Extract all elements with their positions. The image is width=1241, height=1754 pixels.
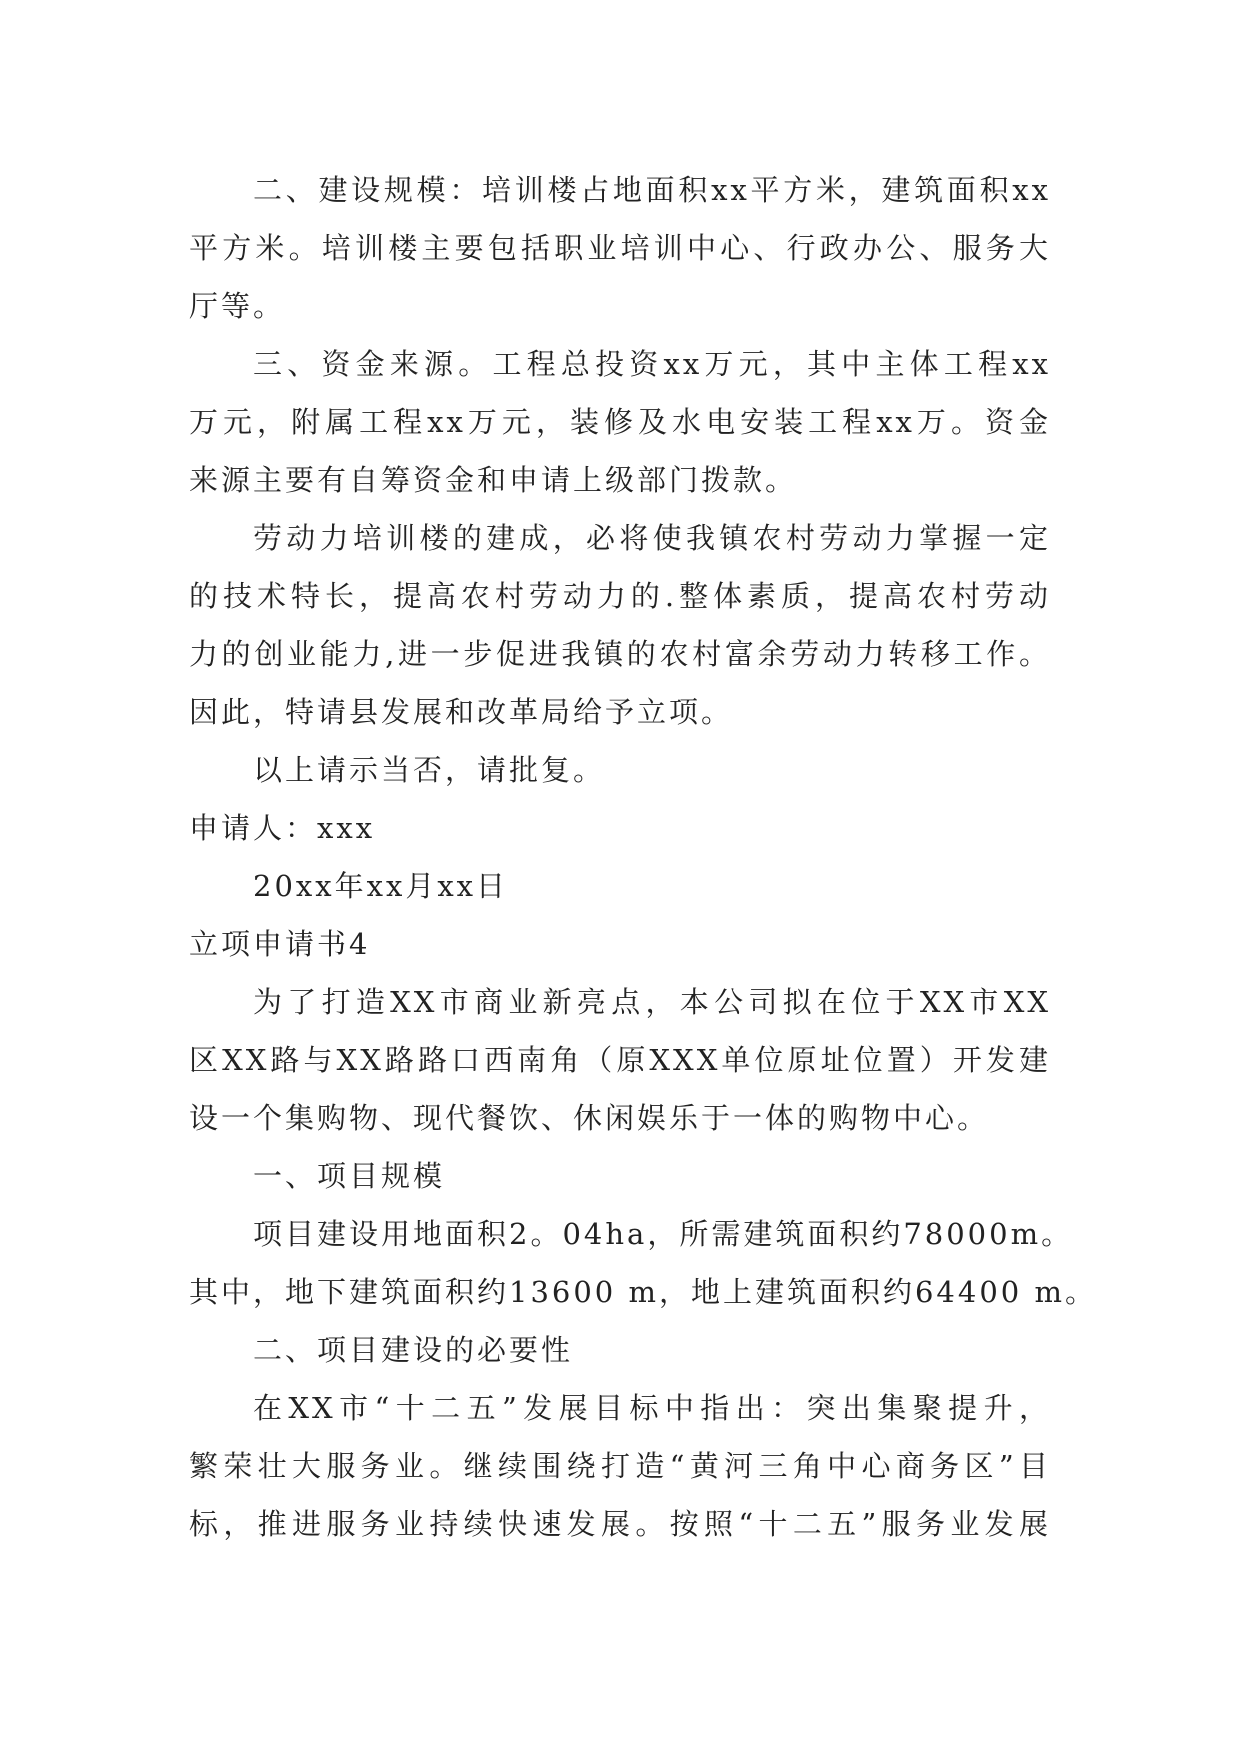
text-line: 因此，特请县发展和改革局给予立项。 [189,695,734,729]
text-line: 来源主要有自筹资金和申请上级部门拨款。 [189,463,798,497]
text-line: 厅等。 [189,289,286,323]
document-body [189,161,1097,1553]
text-line: 20xx年xx月xx日 [253,869,509,903]
text-line: 三、资金来源。工程总投资xx万元，其中主体工程xx [253,347,1051,381]
text-line: 一、项目规模 [253,1159,446,1193]
text-line: 繁荣壮大服务业。继续围绕打造“黄河三角中心商务区”目 [189,1449,1051,1483]
text-line: 的技术特长，提高农村劳动力的.整体素质，提高农村劳动 [189,579,1051,613]
text-line: 为了打造XX市商业新亮点，本公司拟在位于XX市XX [253,985,1051,1019]
text-line: 申请人：xxx [189,811,376,845]
text-line: 以上请示当否，请批复。 [253,753,606,787]
text-line: 力的创业能力,进一步促进我镇的农村富余劳动力转移工作。 [189,637,1051,671]
text-line: 区XX路与XX路路口西南角（原XXX单位原址位置）开发建 [189,1043,1051,1077]
text-line: 项目建设用地面积2。04ha，所需建筑面积约78000m。 [253,1217,1074,1251]
text-line: 劳动力培训楼的建成，必将使我镇农村劳动力掌握一定 [253,521,1051,555]
text-line: 标，推进服务业持续快速发展。按照“十二五”服务业发展 [189,1507,1051,1541]
text-line: 二、建设规模：培训楼占地面积xx平方米，建筑面积xx [253,173,1051,207]
text-line: 其中，地下建筑面积约13600 m，地上建筑面积约64400 m。 [189,1275,1097,1309]
text-line: 万元，附属工程xx万元，装修及水电安装工程xx万。资金 [189,405,1051,439]
text-line: 设一个集购物、现代餐饮、休闲娱乐于一体的购物中心。 [189,1101,990,1135]
text-line: 立项申请书4 [189,927,371,961]
text-line: 平方米。培训楼主要包括职业培训中心、行政办公、服务大 [189,231,1051,265]
text-line: 在XX市“十二五”发展目标中指出：突出集聚提升， [253,1391,1051,1425]
text-line: 二、项目建设的必要性 [253,1333,574,1367]
